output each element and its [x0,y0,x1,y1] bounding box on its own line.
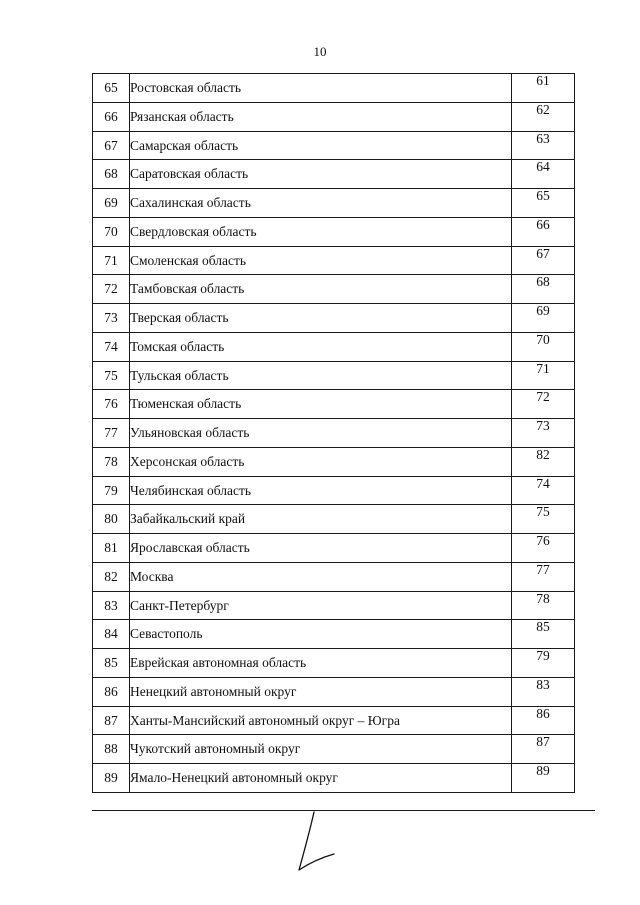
region-code: 83 [512,677,575,706]
table-row [93,764,575,793]
region-code: 78 [512,591,575,620]
table-row [93,706,575,735]
region-code: 70 [512,332,575,361]
row-number: 75 [93,361,130,390]
region-code: 87 [512,735,575,764]
table-row [93,189,575,218]
table-row [93,505,575,534]
table-row [93,534,575,563]
region-name: Ярославская область [130,534,512,563]
table-row [93,217,575,246]
region-code: 63 [512,131,575,160]
region-code: 64 [512,160,575,189]
region-name: Москва [130,562,512,591]
row-number: 78 [93,447,130,476]
table-row [93,246,575,275]
row-number: 82 [93,562,130,591]
region-code: 65 [512,189,575,218]
row-number: 89 [93,764,130,793]
row-number: 69 [93,189,130,218]
region-name: Рязанская область [130,102,512,131]
regions-table [92,73,575,793]
row-number: 86 [93,677,130,706]
region-name: Самарская область [130,131,512,160]
region-name: Тюменская область [130,390,512,419]
table-row [93,304,575,333]
row-number: 71 [93,246,130,275]
region-code: 77 [512,562,575,591]
row-number: 66 [93,102,130,131]
region-name: Саратовская область [130,160,512,189]
row-number: 87 [93,706,130,735]
row-number: 85 [93,649,130,678]
region-code: 72 [512,390,575,419]
region-name: Херсонская область [130,447,512,476]
row-number: 73 [93,304,130,333]
region-name: Смоленская область [130,246,512,275]
region-name: Чукотский автономный округ [130,735,512,764]
region-code: 86 [512,706,575,735]
table-row [93,447,575,476]
table-row [93,160,575,189]
region-name: Еврейская автономная область [130,649,512,678]
table-row [93,476,575,505]
region-code: 69 [512,304,575,333]
row-number: 72 [93,275,130,304]
row-number: 74 [93,332,130,361]
region-name: Севастополь [130,620,512,649]
region-name: Ростовская область [130,74,512,103]
row-number: 84 [93,620,130,649]
region-name: Свердловская область [130,217,512,246]
region-name: Санкт-Петербург [130,591,512,620]
row-number: 88 [93,735,130,764]
signature-icon [290,808,350,878]
table-row [93,620,575,649]
region-code: 76 [512,534,575,563]
regions-table-body [93,74,575,793]
region-name: Забайкальский край [130,505,512,534]
region-code: 62 [512,102,575,131]
region-code: 66 [512,217,575,246]
table-row [93,735,575,764]
region-code: 82 [512,447,575,476]
signature-stroke [299,812,334,870]
row-number: 65 [93,74,130,103]
table-row [93,562,575,591]
row-number: 67 [93,131,130,160]
region-code: 85 [512,620,575,649]
region-code: 71 [512,361,575,390]
row-number: 83 [93,591,130,620]
row-number: 70 [93,217,130,246]
region-name: Томская область [130,332,512,361]
region-name: Тульская область [130,361,512,390]
row-number: 77 [93,419,130,448]
table-row [93,390,575,419]
table-row [93,102,575,131]
region-code: 74 [512,476,575,505]
table-row [93,275,575,304]
region-code: 73 [512,419,575,448]
row-number: 68 [93,160,130,189]
region-code: 68 [512,275,575,304]
region-name: Челябинская область [130,476,512,505]
row-number: 81 [93,534,130,563]
region-name: Ненецкий автономный округ [130,677,512,706]
region-code: 75 [512,505,575,534]
table-row [93,332,575,361]
region-name: Тамбовская область [130,275,512,304]
region-name: Тверская область [130,304,512,333]
table-row [93,419,575,448]
table-row [93,649,575,678]
row-number: 76 [93,390,130,419]
table-row [93,591,575,620]
row-number: 80 [93,505,130,534]
region-code: 61 [512,74,575,103]
page-number: 10 [313,44,327,59]
region-code: 89 [512,764,575,793]
table-row [93,677,575,706]
region-code: 67 [512,246,575,275]
table-row [93,361,575,390]
table-row [93,131,575,160]
region-name: Ямало-Ненецкий автономный округ [130,764,512,793]
region-name: Ханты-Мансийский автономный округ – Югра [130,706,512,735]
region-name: Ульяновская область [130,419,512,448]
table-row [93,74,575,103]
row-number: 79 [93,476,130,505]
region-code: 79 [512,649,575,678]
region-name: Сахалинская область [130,189,512,218]
